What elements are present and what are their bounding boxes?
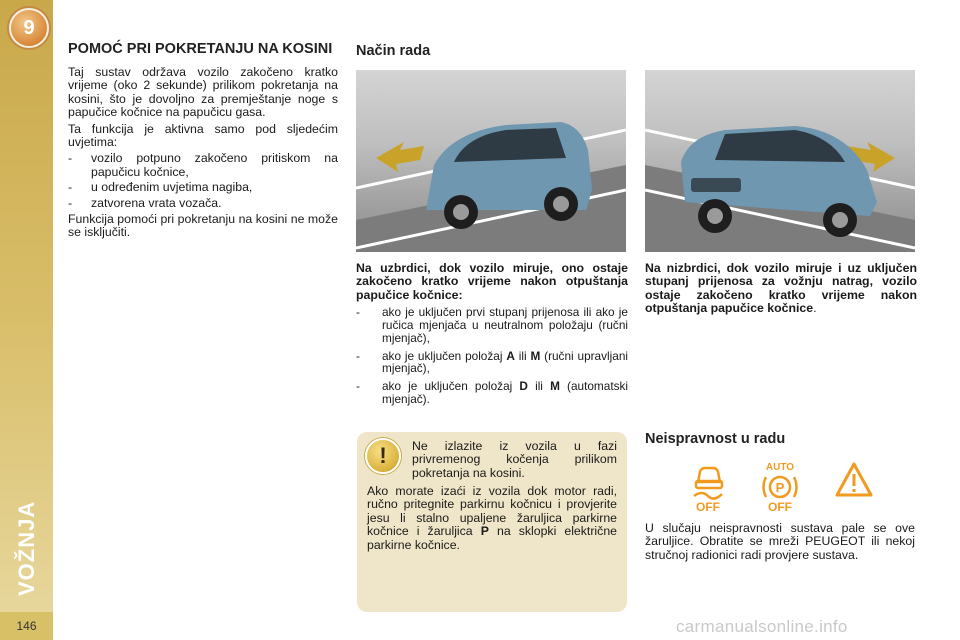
downhill-section	[645, 262, 917, 320]
malfunction-indicators	[690, 460, 890, 512]
svg-text:OFF: OFF	[696, 500, 720, 512]
chapter-number-badge	[9, 8, 49, 48]
hill-start-section	[68, 42, 338, 243]
chapter-title: VOŽNJA	[14, 500, 39, 596]
uphill-list	[356, 306, 628, 406]
svg-text:P: P	[775, 480, 785, 495]
hill-start-intro: Taj sustav održava vozilo zakočeno kratko vrijeme (oko 2 sekunde) prilikom pokretanja na kosini, što je dovoljno za premještanje noge s papučice kočnice na papučicu gasa.	[68, 65, 338, 120]
arrow-left-icon	[376, 142, 424, 172]
uphill-lead: Na uzbrdici, dok vozilo miruje, ono ostaje zakočeno kratko vrijeme nakon otpuštanja papučice kočnice:	[356, 261, 628, 302]
page-number: 146	[0, 612, 53, 640]
warning-box	[357, 432, 627, 612]
auto-parking-brake-off-icon	[760, 460, 800, 512]
malfunction-text: U slučaju neispravnosti sustava pale se ove žaruljice. Obratite se mreži PEUGEOT ili nekoj stručnoj radionici radi provjere sustava.	[645, 521, 915, 562]
exclamation-icon: !	[365, 438, 401, 474]
warning-triangle-icon	[834, 460, 874, 500]
list-item: - zatvorena vrata vozača.	[68, 197, 338, 210]
conditions-list	[68, 152, 338, 210]
uphill-section	[356, 262, 628, 411]
hill-start-note: Funkcija pomoći pri pokretanju na kosini ne može se isključiti.	[68, 212, 338, 240]
warning-lead: Ne izlazite iz vozila u fazi privremenog kočenja prilikom pokretanja na kosini.	[412, 439, 617, 480]
warning-body: Ako morate izaći iz vozila dok motor radi, ručno pritegnite parkirnu kočnicu i provjerite jesu li stalno upaljene žaruljica parkirne kočnice i žaruljica P na sklopki električne parkirne kočnice.	[367, 484, 617, 552]
downhill-lead: Na nizbrdici, dok vozilo miruje i uz uključen stupanj prijenosa za vožnju natrag, vozilo ostaje zakočeno kratko vrijeme nakon otpuštanja papučice kočnice.	[645, 261, 917, 316]
list-item: - ako je uključen prvi stupanj prijenosa ili ako je ručica mjenjača u neutralnom položaju (ručni mjenjač),	[356, 306, 628, 344]
chapter-number: 9	[23, 16, 35, 39]
watermark: carmanualsonline.info	[676, 617, 848, 636]
list-item: - ako je uključen položaj D ili M (automatski mjenjač).	[356, 380, 628, 406]
malfunction-title: Neispravnost u radu	[645, 431, 786, 447]
hill-assist-off-icon	[690, 460, 726, 512]
operation-title: Način rada	[356, 43, 431, 59]
svg-text:AUTO: AUTO	[765, 462, 795, 473]
chapter-sidebar	[0, 0, 53, 640]
list-item: - u određenim uvjetima nagiba,	[68, 181, 338, 194]
uphill-car-photo	[356, 70, 626, 252]
conditions-lead: Ta funkcija je aktivna samo pod sljedećim uvjetima:	[68, 121, 338, 150]
downhill-car-photo	[645, 70, 915, 252]
list-item: - ako je uključen položaj A ili M (ručni upravljani mjenjač),	[356, 350, 628, 376]
list-item: - vozilo potpuno zakočeno pritiskom na papučicu kočnice,	[68, 152, 338, 179]
hill-start-title: POMOĆ PRI POKRETANJU NA KOSINI	[68, 41, 333, 57]
svg-text:OFF: OFF	[768, 500, 792, 512]
